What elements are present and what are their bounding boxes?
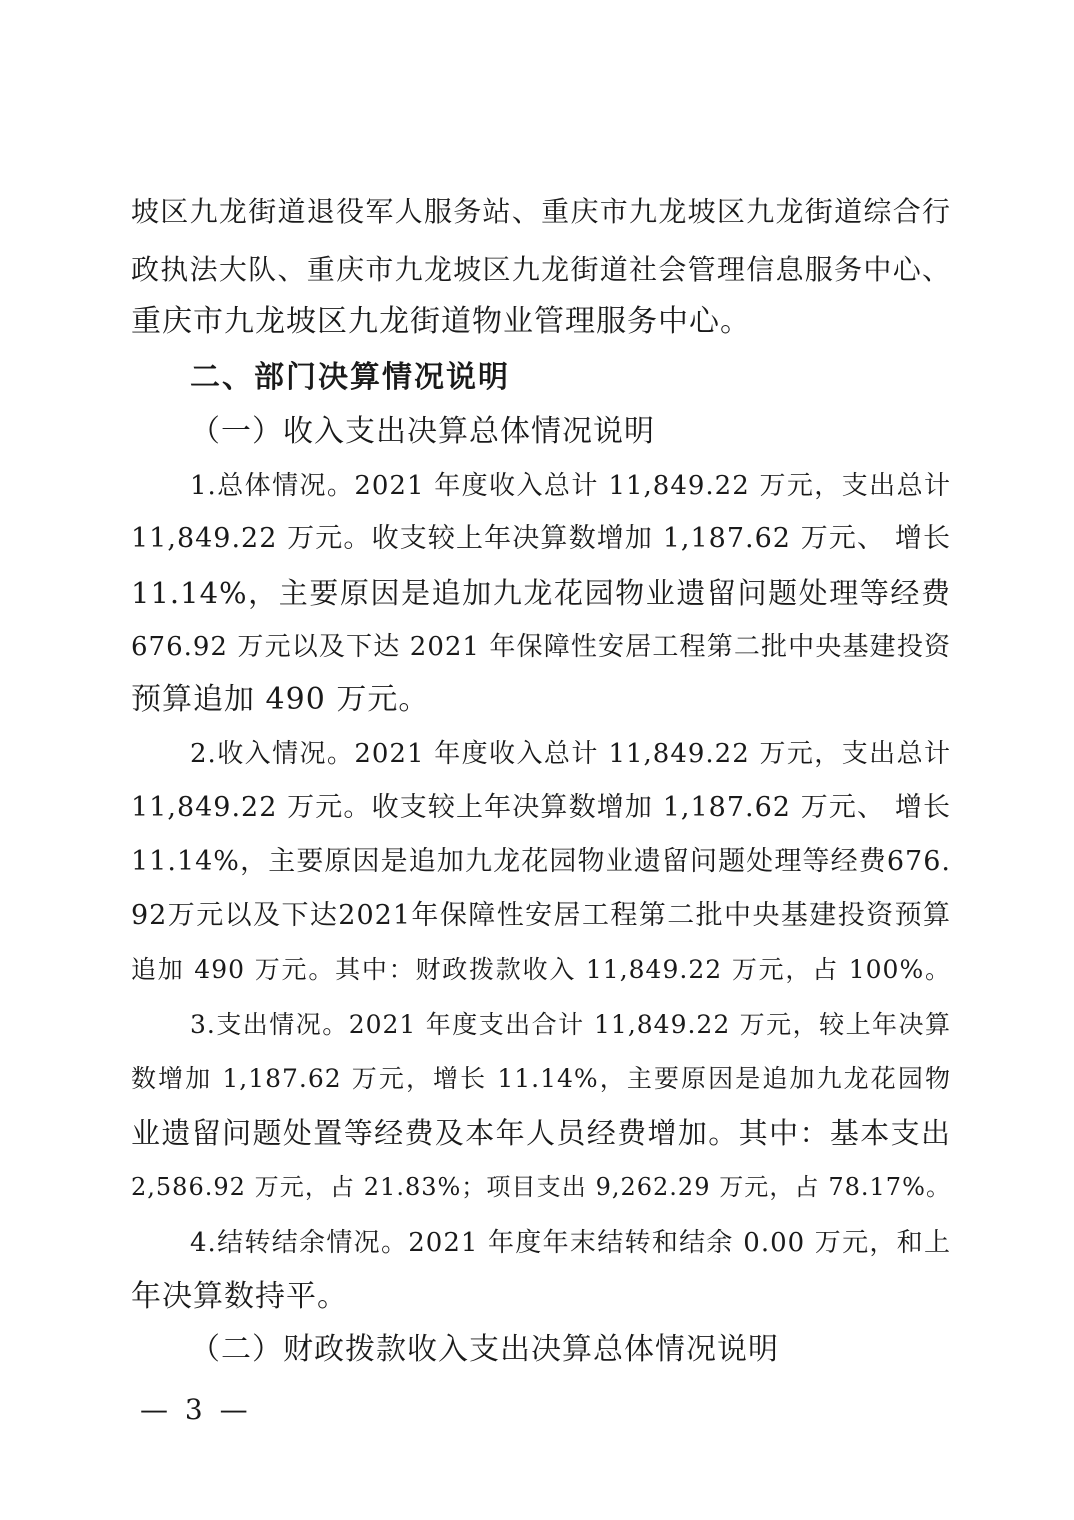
para1-line-1: 1.总体情况。2021 年度收入总计 11,849.22 万元，支出总计 (190, 471, 951, 501)
para4-line-2: 年决算数持平。 (131, 1279, 348, 1314)
para2-line-3: 11.14%，主要原因是追加九龙花园物业遗留问题处理等经费676. (131, 846, 951, 877)
page-number: — 3 — (140, 1393, 252, 1426)
para4-line-1: 4.结转结余情况。2021 年度年末结转和结余 0.00 万元，和上 (190, 1228, 951, 1258)
intro-line-1: 坡区九龙街道退役军人服务站、重庆市九龙坡区九龙街道综合行 (131, 195, 951, 228)
para2-line-2: 11,849.22 万元。收支较上年决算数增加 1,187.62 万元、 增长 (131, 792, 951, 823)
intro-line-2: 政执法大队、重庆市九龙坡区九龙街道社会管理信息服务中心、 (131, 253, 951, 286)
para1-line-4: 676.92 万元以及下达 2021 年保障性安居工程第二批中央基建投资 (131, 632, 951, 662)
para2-line-1: 2.收入情况。2021 年度收入总计 11,849.22 万元，支出总计 (190, 739, 951, 769)
intro-line-3: 重庆市九龙坡区九龙街道物业管理服务中心。 (131, 304, 751, 339)
para3-line-4: 2,586.92 万元，占 21.83%；项目支出 9,262.29 万元，占 78.17%。 (131, 1173, 951, 1201)
para3-line-2: 数增加 1,187.62 万元，增长 11.14%，主要原因是追加九龙花园物 (131, 1064, 951, 1093)
para3-line-3: 业遗留问题处置等经费及本年人员经费增加。其中：基本支出 (131, 1116, 951, 1150)
para2-line-4: 92万元以及下达2021年保障性安居工程第二批中央基建投资预算 (131, 900, 951, 931)
section-heading: 二、部门决算情况说明 (190, 360, 510, 395)
subsection-heading-1: （一）收入支出决算总体情况说明 (190, 414, 655, 449)
para3-line-1: 3.支出情况。2021 年度支出合计 11,849.22 万元，较上年决算 (190, 1010, 951, 1039)
para1-line-2: 11,849.22 万元。收支较上年决算数增加 1,187.62 万元、 增长 (131, 523, 951, 554)
para1-line-3: 11.14%，主要原因是追加九龙花园物业遗留问题处理等经费 (131, 576, 951, 610)
para2-line-5: 追加 490 万元。其中：财政拨款收入 11,849.22 万元，占 100%。 (131, 955, 951, 984)
subsection-heading-2: （二）财政拨款收入支出决算总体情况说明 (190, 1332, 779, 1367)
para1-line-5: 预算追加 490 万元。 (131, 682, 430, 717)
